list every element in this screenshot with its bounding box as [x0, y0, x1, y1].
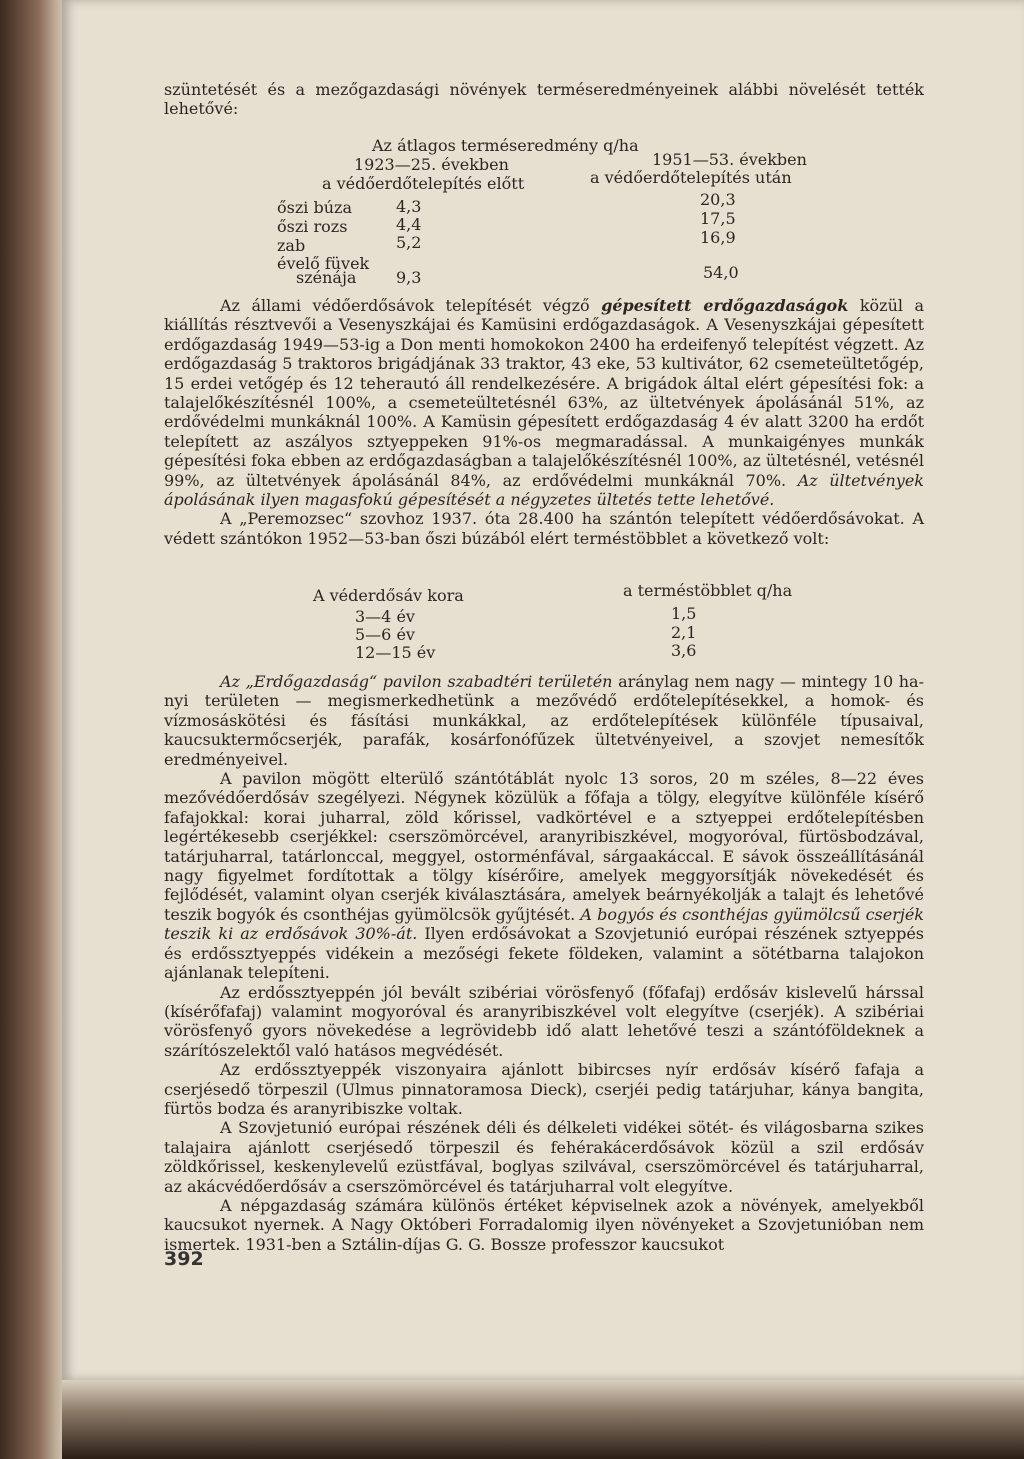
book-binding	[0, 0, 70, 1459]
paragraph-4	[164, 769, 924, 982]
paragraph-1-italic-end: Az ültetvények ápolásának ilyen magasfokú gépesítését a négyzetes ültetés tette lehetővé.	[164, 470, 924, 510]
paragraph-5: Az erdőssztyeppén jól bevált szibériai vörösfenyő (főfafaj) erdősáv kislevelű hárssal (kísérőfafaj) valamint mogyoróval és aranyribiszkével volt elegyítve (cserjék). A szibériai vörösfenyő gyors növekedése a legrövidebb idő alatt lehetővé teszi a szántóföldeknek a szárítószelektől való hatásos megvédését.	[164, 982, 924, 1060]
table1-row-name: szénája	[296, 268, 357, 287]
paragraph-1	[164, 296, 924, 509]
paragraph-6: Az erdőssztyeppék viszonyaira ajánlott bibircses nyír erdősáv kísérő fafaja a cserjésedő törpeszil (Ulmus pinnatoramosa Dieck), cserjéi pedig tatárjuhar, kánya bangita, fürtös bodza és aranyribiszke voltak.	[164, 1060, 924, 1118]
table1-row-name: őszi rozs	[277, 217, 348, 236]
table1-col1-head2: a védőerdőtelepítés előtt	[322, 174, 525, 193]
table2-row-age: 12—15 év	[355, 643, 436, 662]
table1-col2-head1: 1951—53. években	[652, 150, 807, 169]
paragraph-1-body: közül a kiállítás résztvevői a Vesenyszkájai és Kamüsini erdőgazdaságok. A Vesenyszkájai gépesített erdőgazdaság 1949—53-ig a Don menti homokokon 2400 ha erdeifenyő telepítést végzett. Az erdőgazdaság 5 traktoros brigádjának 33 traktor, 43 eke, 53 kultivátor, 62 csemeteültetőgép, 15 erdei vetőgép és 12 teherautó áll rendelkezésére. A brigádok által elért gépesítési fok: a talajelőkészítésnél 100%, a csemeteültetésnél 63%, az ültetvények ápolásánál 51%, az erdővédelmi munkáknál 100%. A Kamüsin gépesített erdőgazdaság 4 év alatt 3200 ha erdőt telepített az aszályos sztyeppeken 91%-os megmaradással. A munkaigényes munkák gépesítési foka ebben az erdőgazdaságban a talajelőkészítésnél 100%, az ültetésnél, vetésnél 99%, az ültetvények ápolásánál 84%, az erdővédelmi munkáknál 70%.	[164, 296, 925, 490]
intro-text	[164, 80, 924, 119]
table1-row-after: 20,3	[700, 190, 736, 209]
paragraph-8: A népgazdaság számára különös értéket képviselnek azok a növények, amelyekből kaucsukot nyernek. A Nagy Októberi Forradalomig ilyen növényeket a Szovjetunióban nem ismertek. 1931-ben a Sztálin-díjas G. G. Bossze professzor kaucsukot	[164, 1195, 924, 1254]
body-block-1	[164, 296, 924, 548]
table2-head-left: A véderdősáv kora	[313, 586, 464, 605]
paragraph-4-italic: A bogyós és csonthéjas gyümölcsű cserjék teszik ki az erdősávok 30%-át.	[164, 904, 924, 944]
table1-col2-head2: a védőerdőtelepítés után	[590, 168, 792, 187]
table1-col1-head1: 1923—25. években	[354, 155, 509, 174]
table1-row-before: 4,4	[396, 215, 422, 234]
table1-row-name: évelő füvek	[277, 254, 370, 273]
table1-row-after: 54,0	[703, 263, 739, 282]
intro-paragraph: szüntetését és a mezőgazdasági növények terméseredményeinek alábbi növelését tették lehetővé:	[164, 80, 924, 119]
table2-row-age: 5—6 év	[355, 625, 415, 644]
paragraph-3	[164, 672, 924, 769]
table1-row-after: 16,9	[700, 228, 736, 247]
paragraph-3-body: aránylag nem nagy — mintegy 10 ha-nyi területen — megismerkedhetünk a mezővédő erdőtelepítésekkel, a homok- és vízmosáskötési és fásítási munkákkal, az erdőtelepítések különféle típusaival, kaucsuktermőcserjék, parafák, kosárfonófűzek ültetvényeivel, a szovjet nemesítők eredményeivel.	[164, 672, 924, 769]
table1-row-before: 4,3	[396, 197, 422, 216]
paragraph-1-emphasis: gépesített erdőgazdaságok	[601, 296, 849, 315]
table1-row-name: zab	[277, 236, 306, 255]
paragraph-4-body: A pavilon mögött elterülő szántótáblát nyolc 13 soros, 20 m széles, 8—22 éves mezővédőerdősáv szegélyezi. Négynek közülük a főfaja a tölgy, elegyítve különféle kísérő fafajokkal: korai juharral, zöld kőrissel, vadkörtével e a sztyeppei erdőtelepítésben legértékesebb cserjékkel: cserszömörcével, aranyribiszkével, mogyoróval, fürtösbodzával, tatárjuharral, tatárlonccal, meggyel, ostorménfával, sárgaakáccal. E sávok összeállításánál nagy figyelmet fordítottak a tölgy kísérőire, amelyek meggyorsítják növekedését és fejlődését, valamint olyan cserjék kiválasztására, amelyek beárnyékolják a talajt és lehetővé teszik bogyók és csonthéjas gyümölcsök gyűjtését.	[164, 769, 924, 924]
page-edge	[62, 1380, 1024, 1459]
table2-head-right: a terméstöbblet q/ha	[623, 581, 793, 600]
paragraph-1-start: Az állami védőerdősávok telepítését végző	[220, 296, 602, 315]
table1-row-before: 9,3	[396, 268, 422, 287]
table2-row-value: 1,5	[671, 604, 697, 623]
paragraph-3-italic-start: Az „Erdőgazdaság“ pavilon szabadtéri területén	[220, 672, 613, 691]
table1-title: Az átlagos terméseredmény q/ha	[372, 136, 639, 155]
paragraph-7: A Szovjetunió európai részének déli és délkeleti vidékei sötét- és világosbarna szikes talajaira ajánlott cserjésedő törpeszil és fehérakácerdősávok közül a szil erdősáv zöldkőrissel, keskenylevelű ezüstfával, boglyas szilvával, cserszömörcével és tatárjuharral, az akácvédőerdősáv a cserszömörcével és tatárjuharral volt elegyítve.	[164, 1118, 924, 1196]
table2-row-age: 3—4 év	[355, 607, 415, 626]
paragraph-4-end: Ilyen erdősávokat a Szovjetunió európai részének sztyeppés és erdőssztyeppés vidékein a mezőségi fekete földeken, valamint a sötétbarna talajokon ajánlanak telepíteni.	[164, 924, 925, 983]
body-block-2	[164, 672, 924, 1254]
page-number: 392	[164, 1248, 204, 1270]
table2-row-value: 2,1	[671, 623, 697, 642]
paragraph-2: A „Peremozsec“ szovhoz 1937. óta 28.400 ha szántón telepített védőerdősávokat. A védett szántókon 1952—53-ban őszi búzából elért terméstöbblet a következő volt:	[164, 509, 924, 548]
table1-row-after: 17,5	[700, 209, 736, 228]
table1-row-before: 5,2	[396, 233, 422, 252]
table1-row-name: őszi búza	[277, 198, 352, 217]
table2-row-value: 3,6	[671, 641, 697, 660]
